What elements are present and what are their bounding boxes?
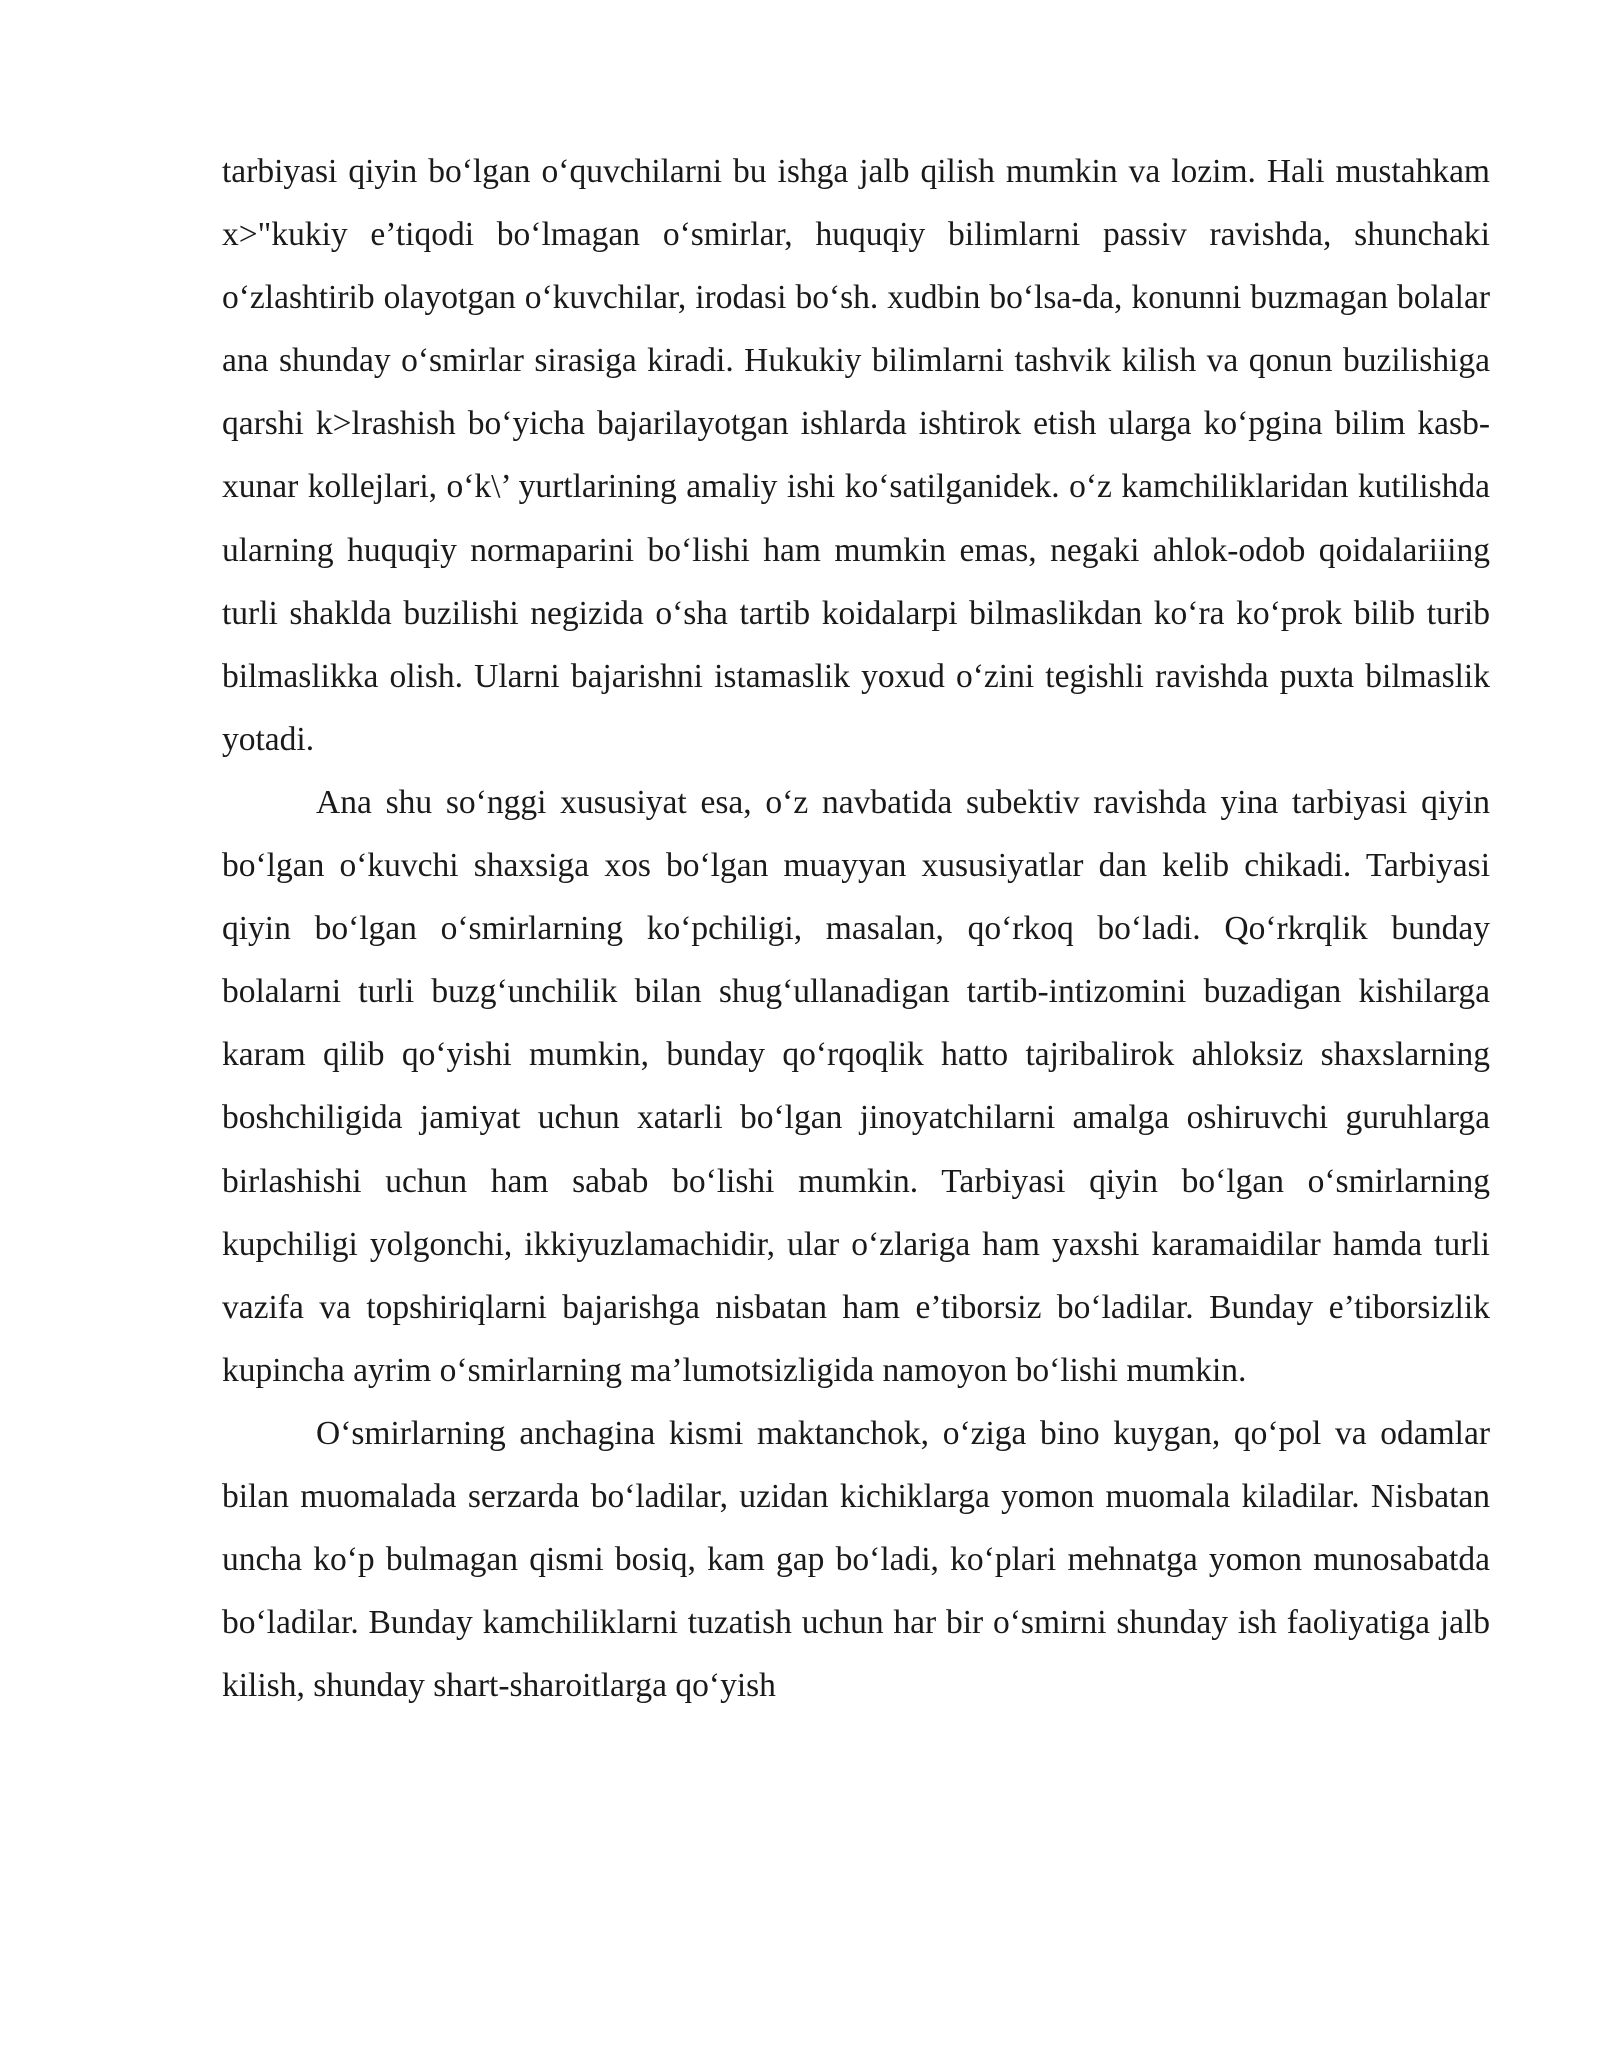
paragraph-third: O‘smirlarning anchagina kismi maktanchok, o‘ziga bino kuygan, qo‘pol va odamlar bilan muomalada serzarda bo‘ladilar, uzidan kichiklarga yomon muomala kiladilar. Nisbatan uncha ko‘p bulmagan qismi bosiq, kam gap bo‘ladi, ko‘plari mehnatga yomon munosabatda bo‘ladilar. Bunday kamchiliklarni tuzatish uchun har bir o‘smirni shunday ish faoliyatiga jalb kilish, shunday shart-sharoitlarga qo‘yish [222,1414,1490,1705]
paragraph-second: Ana shu so‘nggi xususiyat esa, o‘z navbatida subektiv ravishda yina tarbiyasi qiyin bo‘lgan o‘kuvchi shaxsiga xos bo‘lgan muayyan xususiyatlar dan kelib chikadi. Tarbiyasi qiyin bo‘lgan o‘smirlarning ko‘pchiligi, masalan, qo‘rkoq bo‘ladi. Qo‘rkrqlik bunday bolalarni turli buzg‘unchilik bilan shug‘ullanadigan tartib-intizomini buzadigan kishilarga karam qilib qo‘yishi mumkin, bunday qo‘rqoqlik hatto tajribalirok ahloksiz shaxslarning boshchiligida jamiyat uchun xatarli bo‘lgan jinoyatchilarni amalga oshiruvchi guruhlarga birlashishi uchun ham sabab bo‘lishi mumkin. Tarbiyasi qiyin bo‘lgan o‘smirlarning kupchiligi yolgonchi, ikkiyuzlamachidir, ular o‘zlariga ham yaxshi karamaidilar hamda turli vazifa va topshiriqlarni bajarishga nisbatan ham e’tiborsiz bo‘ladilar. Bunday e’tiborsizlik kupincha ayrim o‘smirlarning ma’lumotsizligida namoyon bo‘lishi mumkin. [222,783,1490,1389]
paragraph-continuation: tarbiyasi qiyin bo‘lgan o‘quvchilarni bu ishga jalb qilish mumkin va lozim. Hali mustahkam x>"kukiy e’tiqodi bo‘lmagan o‘smirlar, huquqiy bilimlarni passiv ravishda, shunchaki o‘zlashtirib olayotgan o‘kuvchilar, irodasi bo‘sh. xudbin bo‘lsa-da, konunni buzmagan bolalar ana shunday o‘smirlar sirasiga kiradi. Hukukiy bilimlarni tashvik kilish va qonun buzilishiga qarshi k>lrashish bo‘yicha bajarilayotgan ishlarda ishtirok etish ularga ko‘pgina bilim kasb-xunar kollejlari, o‘k\’ yurtlarining amaliy ishi ko‘satilganidek. o‘z kamchiliklaridan kutilishda ularning huquqiy normaparini bo‘lishi ham mumkin emas, negaki ahlok-odob qoidalariiing turli shaklda buzilishi negizida o‘sha tartib koidalarpi bilmaslikdan ko‘ra ko‘prok bilib turib bilmaslikka olish. Ularni bajarishni istamaslik yoxud o‘zini tegishli ravishda puxta bilmaslik yotadi. [222,153,1490,758]
document-body [222,140,1490,1717]
